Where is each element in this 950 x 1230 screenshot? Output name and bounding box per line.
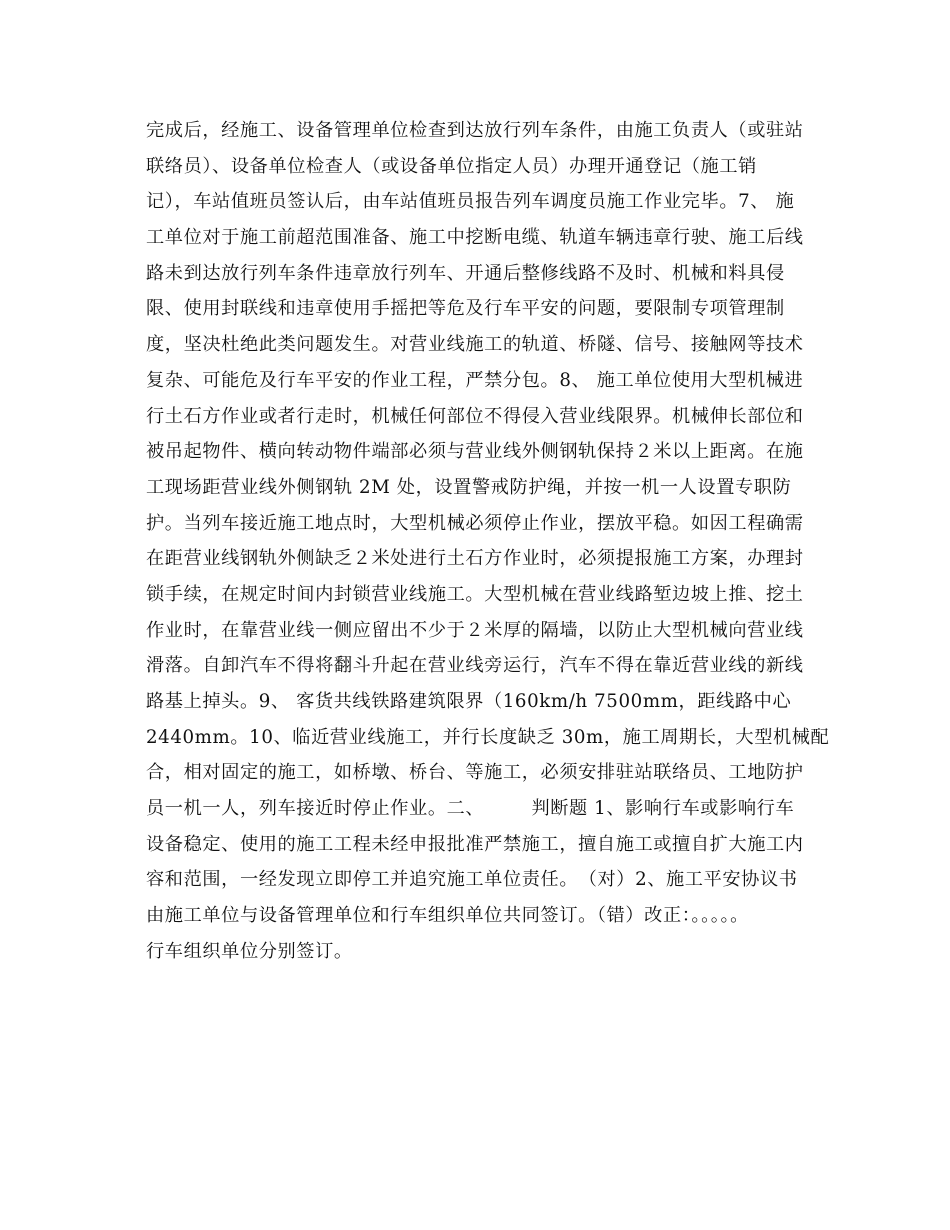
text-line: 2440mm。10、临近营业线施工，并行长度缺乏 30m，施工周期长，大型机械配 [146,726,830,748]
text-line: 行土石方作业或者行走时，机械任何部位不得侵入营业线限界。机械伸长部位和 [146,405,804,427]
text-line: 度，坚决杜绝此类问题发生。对营业线施工的轨道、桥隧、信号、接触网等技术 [146,334,804,356]
text-line: 工单位对于施工前超范围准备、施工中挖断电缆、轨道车辆违章行驶、施工后线 [146,227,804,249]
text-line: 路未到达放行列车条件违章放行列车、开通后整修线路不及时、机械和料具侵 [146,262,785,284]
text-line: 锁手续，在规定时间内封锁营业线施工。大型机械在营业线路堑边坡上推、挖土 [146,583,804,605]
text-line: 护。当列车接近施工地点时，大型机械必须停止作业，摆放平稳。如因工程确需 [146,512,804,534]
text-line: 容和范围，一经发现立即停工并追究施工单位责任。 （对）2、施工平安协议书 [146,869,798,891]
text-line: 记），车站值班员签认后，由车站值班员报告列车调度员施工作业完毕。7、 施 [146,191,795,213]
text-line: 滑落。自卸汽车不得将翻斗升起在营业线旁运行，汽车不得在靠近营业线的新线 [146,655,804,677]
text-line: 工现场距营业线外侧钢轨 2M 处，设置警戒防护绳，并按一机一人设置专职防 [146,476,792,498]
text-line: 设备稳定、使用的施工工程未经申报批准严禁施工，擅自施工或擅自扩大施工内 [146,833,804,855]
body-text [146,113,830,970]
text-line: 复杂、可能危及行车平安的作业工程，严禁分包。8、 施工单位使用大型机械进 [146,369,804,391]
text-line: 员一机一人，列车接近时停止作业。二、 判断题 1、影响行车或影响行车 [146,798,795,820]
text-line: 路基上掉头。9、 客货共线铁路建筑限界（160km/h 7500mm，距线路中心 [146,691,792,712]
text-line: 合，相对固定的施工，如桥墩、桥台、等施工，必须安排驻站联络员、工地防护 [146,762,804,784]
text-line: 被吊起物件、横向转动物件端部必须与营业线外侧钢轨保持２米以上距离。在施 [146,441,804,463]
text-line: 完成后，经施工、设备管理单位检查到达放行列车条件，由施工负责人（或驻站 [146,120,804,141]
text-line: 限、使用封联线和违章使用手摇把等危及行车平安的问题，要限制专项管理制 [146,298,785,320]
text-line: 作业时，在靠营业线一侧应留出不少于２米厚的隔墙，以防止大型机械向营业线 [146,619,804,641]
text-line: 由施工单位与设备管理单位和行车组织单位共同签订。（错）改正：。。。。。 [146,905,749,927]
text-line: 在距营业线钢轨外侧缺乏２米处进行土石方作业时，必须提报施工方案，办理封 [146,548,804,570]
text-line: 行车组织单位分别签订。 [146,940,353,962]
text-line: 联络员）、设备单位检查人（或设备单位指定人员）办理开通登记（施工销 [146,155,757,177]
